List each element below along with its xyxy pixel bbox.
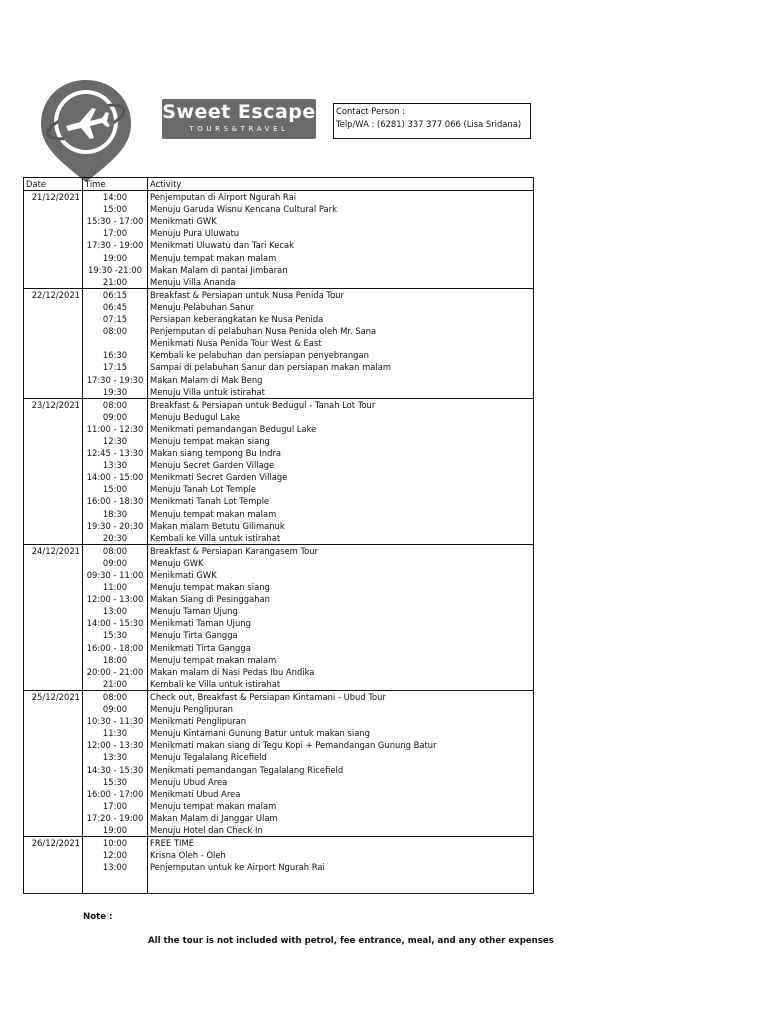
date-cell	[24, 349, 83, 361]
date-cell	[24, 435, 83, 447]
time-cell: 21:00	[83, 678, 148, 691]
activity-cell: Makan siang tempong Bu Indra	[148, 447, 534, 459]
date-cell	[24, 374, 83, 386]
itinerary-table	[23, 177, 534, 894]
time-cell: 12:45 - 13:30	[83, 447, 148, 459]
contact-box	[333, 103, 531, 139]
activity-cell: Menikmati Uluwatu dan Tari Kecak	[148, 239, 534, 251]
activity-cell: Menuju Tanah Lot Temple	[148, 483, 534, 495]
date-cell	[24, 715, 83, 727]
activity-cell: Kembali ke pelabuhan dan persiapan penyebrangan	[148, 349, 534, 361]
brand-logo	[162, 99, 316, 139]
time-cell: 14:30 - 15:30	[83, 764, 148, 776]
date-cell	[24, 824, 83, 837]
date-cell	[24, 495, 83, 507]
activity-cell: Menuju tempat makan malam	[148, 800, 534, 812]
activity-cell: Menuju Villa Ananda	[148, 276, 534, 289]
time-cell: 12:30	[83, 435, 148, 447]
table-row	[24, 605, 534, 617]
table-row	[24, 824, 534, 837]
table-row	[24, 666, 534, 678]
time-cell: 06:15	[83, 288, 148, 301]
date-cell	[24, 447, 83, 459]
table-row	[24, 812, 534, 824]
contact-label: Contact Person :	[336, 106, 405, 116]
date-cell: 21/12/2021	[24, 191, 83, 204]
date-cell	[24, 227, 83, 239]
date-cell	[24, 764, 83, 776]
table-row	[24, 361, 534, 373]
date-cell	[24, 739, 83, 751]
activity-cell: Menuju tempat makan siang	[148, 581, 534, 593]
table-row	[24, 629, 534, 641]
time-cell: 11:00	[83, 581, 148, 593]
date-cell	[24, 788, 83, 800]
activity-cell: Sampai di pelabuhan Sanur dan persiapan makan malam	[148, 361, 534, 373]
table-row	[24, 764, 534, 776]
time-cell: 19:30	[83, 386, 148, 399]
time-cell: 20:30	[83, 532, 148, 545]
table-row	[24, 776, 534, 788]
activity-cell: Kembali ke Villa untuk istirahat	[148, 532, 534, 545]
date-cell	[24, 812, 83, 824]
date-cell	[24, 508, 83, 520]
table-row	[24, 690, 534, 703]
date-cell	[24, 569, 83, 581]
activity-cell: Penjemputan untuk ke Airport Ngurah Rai	[148, 861, 534, 873]
table-row	[24, 861, 534, 873]
table-row	[24, 471, 534, 483]
table-row	[24, 203, 534, 215]
header-date: Date	[24, 178, 83, 191]
time-cell: 12:00 - 13:00	[83, 593, 148, 605]
header-activity: Activity	[148, 178, 534, 191]
time-cell: 21:00	[83, 276, 148, 289]
table-row	[24, 483, 534, 495]
table-row	[24, 617, 534, 629]
activity-cell: Breakfast & Persiapan untuk Bedugul - Tanah Lot Tour	[148, 398, 534, 411]
table-row	[24, 544, 534, 557]
time-cell	[83, 337, 148, 349]
time-cell: 13:00	[83, 605, 148, 617]
activity-cell: Menuju Tirta Gangga	[148, 629, 534, 641]
time-cell: 15:30	[83, 776, 148, 788]
day-group	[24, 191, 534, 289]
header-time: Time	[83, 178, 148, 191]
activity-cell: Menuju Tegalalang Ricefield	[148, 751, 534, 763]
time-cell: 17:30 - 19:00	[83, 239, 148, 251]
time-cell: 19:00	[83, 824, 148, 837]
empty-cell	[148, 873, 534, 894]
activity-cell: Menikmati Nusa Penida Tour West & East	[148, 337, 534, 349]
time-cell: 13:00	[83, 861, 148, 873]
time-cell: 08:00	[83, 690, 148, 703]
time-cell: 19:30 - 20:30	[83, 520, 148, 532]
time-cell: 12:00	[83, 849, 148, 861]
activity-cell: Menuju Secret Garden Village	[148, 459, 534, 471]
activity-cell: Menuju Villa untuk istirahat	[148, 386, 534, 399]
date-cell	[24, 642, 83, 654]
activity-cell: Menikmati makan siang di Tegu Kopi + Pemandangan Gunung Batur	[148, 739, 534, 751]
table-row	[24, 276, 534, 289]
day-group	[24, 837, 534, 894]
time-cell: 20:00 - 21:00	[83, 666, 148, 678]
activity-cell: Menuju Penglipuran	[148, 703, 534, 715]
activity-cell: Menuju Pura Uluwatu	[148, 227, 534, 239]
table-row	[24, 703, 534, 715]
table-row	[24, 800, 534, 812]
activity-cell: Menuju tempat makan malam	[148, 654, 534, 666]
activity-cell: Menikmati Tanah Lot Temple	[148, 495, 534, 507]
time-cell: 19:30 -21:00	[83, 264, 148, 276]
note-disclaimer: All the tour is not included with petrol, fee entrance, meal, and any other expenses	[148, 936, 554, 946]
activity-cell: Penjemputan di pelabuhan Nusa Penida oleh Mr. Sana	[148, 325, 534, 337]
table-row	[24, 239, 534, 251]
table-row	[24, 411, 534, 423]
table-row	[24, 374, 534, 386]
blank-row	[24, 873, 534, 894]
table-row	[24, 313, 534, 325]
table-row	[24, 678, 534, 691]
activity-cell: Makan malam Betutu Gilimanuk	[148, 520, 534, 532]
time-cell: 16:00 - 18:00	[83, 642, 148, 654]
date-cell	[24, 471, 83, 483]
table-row	[24, 349, 534, 361]
date-cell	[24, 776, 83, 788]
date-cell	[24, 532, 83, 545]
contact-phone: Telp/WA : (6281) 337 377 066 (Lisa Sridana)	[336, 119, 522, 129]
time-cell: 09:00	[83, 703, 148, 715]
date-cell	[24, 666, 83, 678]
activity-cell: Krisna Oleh - Oleh	[148, 849, 534, 861]
brand-name: Sweet Escape	[162, 101, 316, 123]
brand-tagline: TOURS&TRAVEL	[189, 125, 289, 133]
table-row	[24, 423, 534, 435]
time-cell: 15:00	[83, 483, 148, 495]
date-cell	[24, 239, 83, 251]
table-row	[24, 642, 534, 654]
activity-cell: Menuju tempat makan siang	[148, 435, 534, 447]
date-cell	[24, 215, 83, 227]
table-row	[24, 252, 534, 264]
time-cell: 13:30	[83, 459, 148, 471]
date-cell: 25/12/2021	[24, 690, 83, 703]
time-cell: 13:30	[83, 751, 148, 763]
table-row	[24, 288, 534, 301]
activity-cell: Menuju Pelabuhan Sanur	[148, 301, 534, 313]
time-cell: 09:30 - 11:00	[83, 569, 148, 581]
date-cell	[24, 678, 83, 691]
table-row	[24, 837, 534, 850]
time-cell: 15:30 - 17:00	[83, 215, 148, 227]
table-row	[24, 739, 534, 751]
table-row	[24, 849, 534, 861]
logo-emblem	[36, 74, 136, 186]
table-row	[24, 447, 534, 459]
time-cell: 16:00 - 17:00	[83, 788, 148, 800]
table-row	[24, 386, 534, 399]
activity-cell: Menuju Bedugul Lake	[148, 411, 534, 423]
activity-cell: Makan Malam di Janggar Ulam	[148, 812, 534, 824]
activity-cell: Check out, Breakfast & Persiapan Kintamani - Ubud Tour	[148, 690, 534, 703]
activity-cell: Menuju Kintamani Gunung Batur untuk makan siang	[148, 727, 534, 739]
time-cell: 11:00 - 12:30	[83, 423, 148, 435]
date-cell	[24, 337, 83, 349]
time-cell: 16:00 - 18:30	[83, 495, 148, 507]
empty-cell	[24, 873, 83, 894]
date-cell: 26/12/2021	[24, 837, 83, 850]
time-cell: 15:00	[83, 203, 148, 215]
activity-cell: Menikmati Ubud Area	[148, 788, 534, 800]
time-cell: 17:30 - 19:30	[83, 374, 148, 386]
activity-cell: FREE TIME	[148, 837, 534, 850]
date-cell: 22/12/2021	[24, 288, 83, 301]
activity-cell: Menuju GWK	[148, 557, 534, 569]
activity-cell: Makan Siang di Pesinggahan	[148, 593, 534, 605]
date-cell	[24, 605, 83, 617]
table-row	[24, 264, 534, 276]
activity-cell: Menuju tempat makan malam	[148, 252, 534, 264]
table-row	[24, 715, 534, 727]
table-row	[24, 215, 534, 227]
activity-cell: Breakfast & Persiapan untuk Nusa Penida Tour	[148, 288, 534, 301]
table-row	[24, 593, 534, 605]
activity-cell: Menikmati Taman Ujung	[148, 617, 534, 629]
activity-cell: Makan Malam di pantai Jimbaran	[148, 264, 534, 276]
day-group	[24, 288, 534, 398]
date-cell	[24, 520, 83, 532]
date-cell	[24, 727, 83, 739]
time-cell: 17:20 - 19:00	[83, 812, 148, 824]
activity-cell: Menikmati GWK	[148, 215, 534, 227]
day-group	[24, 398, 534, 544]
time-cell: 10:00	[83, 837, 148, 850]
date-cell	[24, 629, 83, 641]
date-cell	[24, 313, 83, 325]
date-cell	[24, 203, 83, 215]
day-group	[24, 690, 534, 836]
activity-cell: Menuju Garuda Wisnu Kencana Cultural Park	[148, 203, 534, 215]
time-cell: 14:00 - 15:00	[83, 471, 148, 483]
date-cell	[24, 581, 83, 593]
date-cell: 24/12/2021	[24, 544, 83, 557]
activity-cell: Makan Malam di Mak Beng	[148, 374, 534, 386]
day-group	[24, 544, 534, 690]
time-cell: 09:00	[83, 557, 148, 569]
time-cell: 10:30 - 11:30	[83, 715, 148, 727]
time-cell: 08:00	[83, 325, 148, 337]
table-row	[24, 325, 534, 337]
date-cell	[24, 849, 83, 861]
date-cell	[24, 751, 83, 763]
date-cell	[24, 593, 83, 605]
time-cell: 16:30	[83, 349, 148, 361]
activity-cell: Persiapan keberangkatan ke Nusa Penida	[148, 313, 534, 325]
date-cell: 23/12/2021	[24, 398, 83, 411]
date-cell	[24, 411, 83, 423]
table-row	[24, 191, 534, 204]
table-row	[24, 508, 534, 520]
activity-cell: Penjemputan di Airport Ngurah Rai	[148, 191, 534, 204]
time-cell: 09:00	[83, 411, 148, 423]
date-cell	[24, 386, 83, 399]
table-row	[24, 557, 534, 569]
date-cell	[24, 423, 83, 435]
time-cell: 17:15	[83, 361, 148, 373]
activity-cell: Menikmati Penglipuran	[148, 715, 534, 727]
table-row	[24, 520, 534, 532]
table-row	[24, 459, 534, 471]
table-row	[24, 337, 534, 349]
time-cell: 08:00	[83, 544, 148, 557]
activity-cell: Makan malam di Nasi Pedas Ibu Andika	[148, 666, 534, 678]
date-cell	[24, 483, 83, 495]
activity-cell: Menuju Taman Ujung	[148, 605, 534, 617]
time-cell: 15:30	[83, 629, 148, 641]
date-cell	[24, 276, 83, 289]
date-cell	[24, 861, 83, 873]
date-cell	[24, 301, 83, 313]
activity-cell: Kembali ke Villa untuk istirahat	[148, 678, 534, 691]
table-row	[24, 398, 534, 411]
time-cell: 18:00	[83, 654, 148, 666]
activity-cell: Breakfast & Persiapan Karangasem Tour	[148, 544, 534, 557]
time-cell: 08:00	[83, 398, 148, 411]
date-cell	[24, 617, 83, 629]
date-cell	[24, 557, 83, 569]
date-cell	[24, 703, 83, 715]
table-row	[24, 435, 534, 447]
activity-cell: Menikmati GWK	[148, 569, 534, 581]
date-cell	[24, 800, 83, 812]
date-cell	[24, 252, 83, 264]
activity-cell: Menuju Hotel dan Check In	[148, 824, 534, 837]
activity-cell: Menuju tempat makan malam	[148, 508, 534, 520]
time-cell: 17:00	[83, 800, 148, 812]
time-cell: 07:15	[83, 313, 148, 325]
table-row	[24, 788, 534, 800]
table-row	[24, 227, 534, 239]
table-row	[24, 654, 534, 666]
time-cell: 14:00 - 15:30	[83, 617, 148, 629]
time-cell: 19:00	[83, 252, 148, 264]
time-cell: 14:00	[83, 191, 148, 204]
table-row	[24, 751, 534, 763]
time-cell: 06:45	[83, 301, 148, 313]
table-row	[24, 301, 534, 313]
time-cell: 18:30	[83, 508, 148, 520]
table-row	[24, 532, 534, 545]
time-cell: 11:30	[83, 727, 148, 739]
date-cell	[24, 325, 83, 337]
table-row	[24, 495, 534, 507]
note-label: Note :	[83, 912, 113, 922]
activity-cell: Menikmati Secret Garden Village	[148, 471, 534, 483]
time-cell: 12:00 - 13:30	[83, 739, 148, 751]
activity-cell: Menikmati Tirta Gangga	[148, 642, 534, 654]
table-row	[24, 727, 534, 739]
empty-cell	[83, 873, 148, 894]
date-cell	[24, 264, 83, 276]
activity-cell: Menuju Ubud Area	[148, 776, 534, 788]
table-row	[24, 581, 534, 593]
activity-cell: Menikmati pemandangan Tegalalang Ricefield	[148, 764, 534, 776]
table-header-row	[24, 178, 534, 191]
date-cell	[24, 361, 83, 373]
activity-cell: Menikmati pemandangan Bedugul Lake	[148, 423, 534, 435]
date-cell	[24, 459, 83, 471]
date-cell	[24, 654, 83, 666]
time-cell: 17:00	[83, 227, 148, 239]
table-row	[24, 569, 534, 581]
